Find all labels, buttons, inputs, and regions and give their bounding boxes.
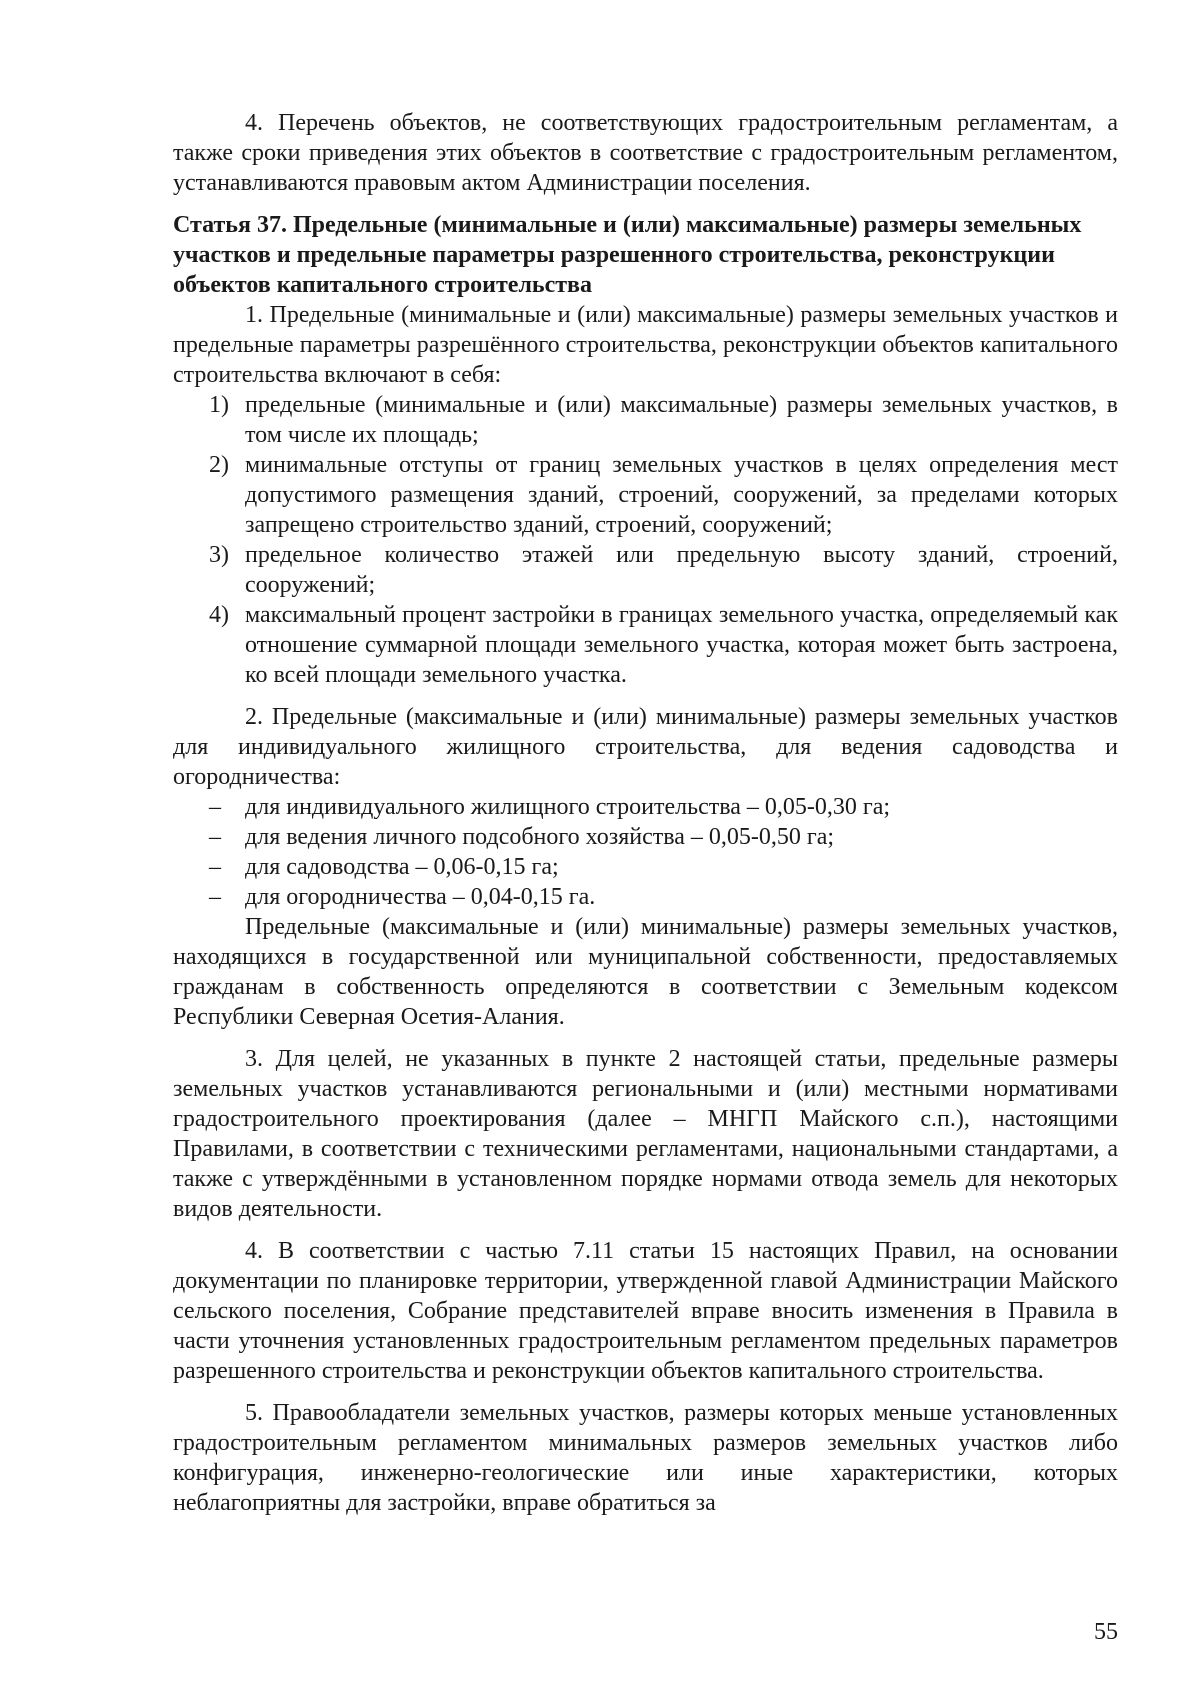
paragraph-5: 5. Правообладатели земельных участков, размеры которых меньше установленных градостроительным регламентом минимальных размеров земельных участков либо конфигурация, инженерно-геологические или иные характеристики, которых неблагоприятны для застройки, вправе обратиться за: [173, 1400, 1118, 1516]
list-item-number: 2): [209, 452, 229, 478]
list-item: [173, 600, 1118, 690]
dash-mark: –: [209, 824, 221, 850]
dash-mark: –: [209, 794, 221, 820]
article-heading: Статья 37. Предельные (минимальные и (или) максимальные) размеры земельных участков и предельные параметры разрешенного строительства, реконструкции объектов капитального строительства: [173, 212, 1082, 298]
list-item: [173, 450, 1118, 540]
dash-mark: –: [209, 884, 221, 910]
list-item-text: предельные (минимальные и (или) максимальные) размеры земельных участков, в том числе их площадь;: [245, 392, 1118, 448]
list-item: [173, 792, 1118, 822]
list-item: [173, 852, 1118, 882]
intro-paragraph: 4. Перечень объектов, не соответствующих градостроительным регламентам, а также сроки приведения этих объектов в соответствие с градостроительным регламентом, устанавливаются правовым актом Администрации поселения.: [173, 110, 1118, 196]
page-number: 55: [1094, 1619, 1118, 1645]
list-item-text: предельное количество этажей или предельную высоту зданий, строений, сооружений;: [245, 542, 1118, 598]
list-item: [173, 882, 1118, 912]
list-item: [173, 390, 1118, 450]
paragraph-1: 1. Предельные (минимальные и (или) максимальные) размеры земельных участков и предельные параметры разрешённого строительства, реконструкции объектов капитального строительства включают в себя:: [173, 302, 1118, 388]
dash-list: [173, 792, 1118, 912]
list-item-number: 3): [209, 542, 229, 568]
paragraph-2-followup: Предельные (максимальные и (или) минимальные) размеры земельных участков, находящихся в государственной или муниципальной собственности, предоставляемых гражданам в собственность определяются в соответствии с Земельным кодексом Республики Северная Осетия-Алания.: [173, 914, 1118, 1030]
list-item-text: для огородничества – 0,04-0,15 га.: [245, 884, 596, 910]
paragraph-2: 2. Предельные (максимальные и (или) минимальные) размеры земельных участков для индивидуального жилищного строительства, для ведения садоводства и огородничества:: [173, 704, 1118, 790]
list-item-text: минимальные отступы от границ земельных участков в целях определения мест допустимого размещения зданий, строений, сооружений, за пределами которых запрещено строительство зданий, строений, сооружений;: [245, 452, 1118, 538]
list-item-number: 4): [209, 602, 229, 628]
page-content: [173, 108, 1118, 1518]
list-item-text: для индивидуального жилищного строительства – 0,05-0,30 га;: [245, 794, 891, 820]
list-item-number: 1): [209, 392, 229, 418]
list-item: [173, 540, 1118, 600]
paragraph-3: 3. Для целей, не указанных в пункте 2 настоящей статьи, предельные размеры земельных участков устанавливаются региональными и (или) местными нормативами градостроительного проектирования (далее – МНГП Майского с.п.), настоящими Правилами, в соответствии с техническими регламентами, национальными стандартами, а также с утверждёнными в установленном порядке нормами отвода земель для некоторых видов деятельности.: [173, 1046, 1118, 1222]
list-item-text: для садоводства – 0,06-0,15 га;: [245, 854, 559, 880]
list-item: [173, 822, 1118, 852]
paragraph-4: 4. В соответствии с частью 7.11 статьи 15 настоящих Правил, на основании документации по планировке территории, утвержденной главой Администрации Майского сельского поселения, Собрание представителей вправе вносить изменения в Правила в части уточнения установленных градостроительным регламентом предельных параметров разрешенного строительства и реконструкции объектов капитального строительства.: [173, 1238, 1118, 1384]
dash-mark: –: [209, 854, 221, 880]
numbered-list: [173, 390, 1118, 690]
list-item-text: для ведения личного подсобного хозяйства – 0,05-0,50 га;: [245, 824, 835, 850]
list-item-text: максимальный процент застройки в границах земельного участка, определяемый как отношение суммарной площади земельного участка, которая может быть застроена, ко всей площади земельного участка.: [245, 602, 1118, 688]
